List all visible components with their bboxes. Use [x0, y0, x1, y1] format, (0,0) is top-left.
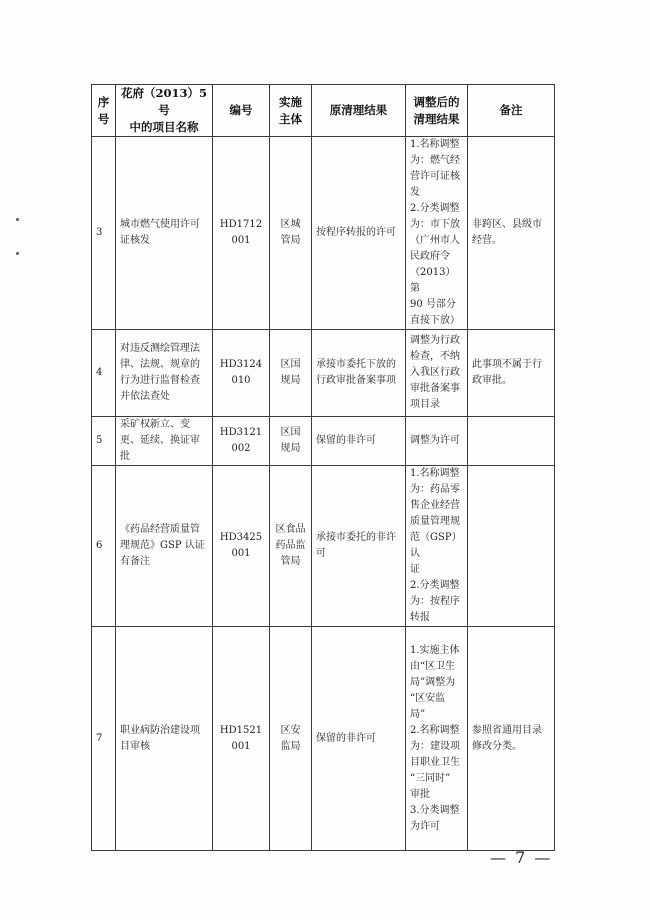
row-adjusted-result: 1.名称调整 为：药品零 售企业经营 质量管理规 范（GSP）认 证 2.分类调整 为：按程序 转报 [406, 466, 468, 627]
row-original-result: 保留的非许可 [312, 627, 406, 851]
header-item-name: 花府（2013）5号 中的项目名称 [116, 85, 213, 137]
row-adjusted-result: 1.名称调整 为：燃气经 营许可证核 发 2.分类调整 为：市下放 （广州市人 民政府令 （2013）第 90 号部分 直接下放） [406, 137, 468, 330]
row-seq: 4 [92, 330, 116, 417]
table-row [92, 417, 555, 466]
row-code: HD1712001 [213, 137, 270, 330]
row-seq: 7 [92, 627, 116, 851]
header-code: 编号 [213, 85, 270, 137]
page-number: — 7 — [490, 848, 553, 867]
row-adjusted-result: 1.实施主体 由“区卫生 局”调整为 “区安监 局” 2.名称调整 为：建设项 目职业卫生 “三同时” 审批 3.分类调整 为许可 [406, 627, 468, 851]
table-row [92, 466, 555, 627]
row-remarks [468, 417, 555, 466]
row-remarks: 参照省通用目录修改分类。 [468, 627, 555, 851]
scan-mark [16, 218, 19, 221]
header-original-result: 原清理结果 [312, 85, 406, 137]
row-remarks: 此事项不属于行政审批。 [468, 330, 555, 417]
row-seq: 6 [92, 466, 116, 627]
header-remarks: 备注 [468, 85, 555, 137]
row-code: HD1521001 [213, 627, 270, 851]
row-agency: 区食品 药品监 管局 [270, 466, 312, 627]
header-seq: 序 号 [92, 85, 116, 137]
row-seq: 5 [92, 417, 116, 466]
row-remarks [468, 466, 555, 627]
row-item-name: 城市燃气使用许可证核发 [116, 137, 213, 330]
row-adjusted-result: 调整为行政 检查，不纳 入我区行政 审批备案事 项目录 [406, 330, 468, 417]
row-agency: 区国 规局 [270, 417, 312, 466]
row-original-result: 按程序转报的许可 [312, 137, 406, 330]
table-header-row [92, 85, 555, 137]
row-code: HD3425001 [213, 466, 270, 627]
row-agency: 区安 监局 [270, 627, 312, 851]
row-item-name: 采矿权新立、变更、延续、换证审批 [116, 417, 213, 466]
row-adjusted-result: 调整为许可 [406, 417, 468, 466]
row-code: HD3121002 [213, 417, 270, 466]
row-item-name: 职业病防治建设项目审核 [116, 627, 213, 851]
header-adjusted-result: 调整后的 清理结果 [406, 85, 468, 137]
header-agency: 实施 主体 [270, 85, 312, 137]
row-code: HD3124010 [213, 330, 270, 417]
row-agency: 区国 规局 [270, 330, 312, 417]
row-original-result: 承接市委托下放的行政审批备案事项 [312, 330, 406, 417]
row-item-name: 对违反测绘管理法律、法规、规章的行为进行监督检查并依法查处 [116, 330, 213, 417]
table-row [92, 330, 555, 417]
approval-items-table [91, 84, 555, 851]
table-row [92, 627, 555, 851]
row-agency: 区城 管局 [270, 137, 312, 330]
row-remarks: 非跨区、县级市经营。 [468, 137, 555, 330]
row-original-result: 承接市委托的非许可 [312, 466, 406, 627]
row-original-result: 保留的非许可 [312, 417, 406, 466]
row-item-name: 《药品经营质量管理规范》GSP 认证有备注 [116, 466, 213, 627]
row-seq: 3 [92, 137, 116, 330]
table-row [92, 137, 555, 330]
scan-mark [16, 252, 19, 255]
